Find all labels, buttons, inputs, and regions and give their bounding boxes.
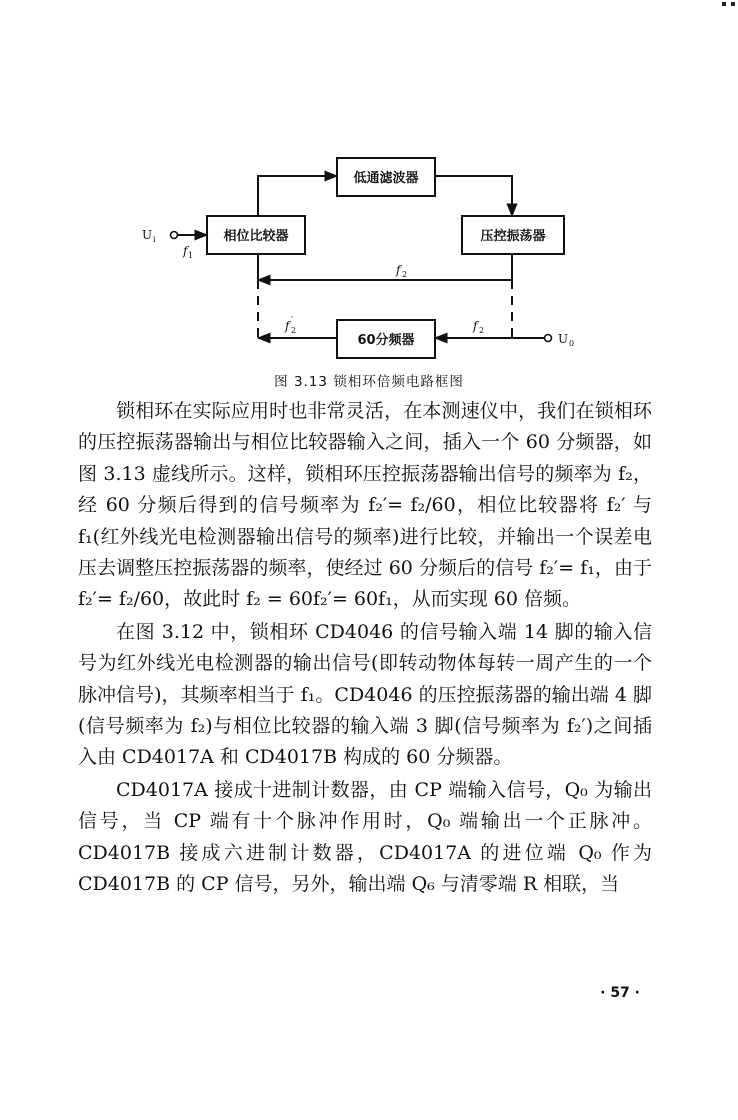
f2-right-label: f bbox=[473, 319, 478, 333]
pll-diagram-svg bbox=[142, 150, 590, 350]
block-label-phase-comparator: 相位比较器 bbox=[223, 229, 289, 244]
f2-top-label: f bbox=[396, 263, 401, 277]
f2p-left-sub: 2 bbox=[291, 326, 297, 335]
figure-caption: 图 3.13 锁相环倍频电路框图 bbox=[274, 374, 464, 390]
block-label-divider: 60分频器 bbox=[357, 333, 415, 348]
output-terminal bbox=[545, 335, 552, 342]
output-u-label: U bbox=[558, 332, 569, 346]
paragraph: 锁相环在实际应用时也非常灵活，在本测速仪中，我们在锁相环的压控振荡器输出与相位比较器输入之间，插入一个 60 分频器，如图 3.13 虚线所示。这样，锁相环压控振荡器输出信号的频率为 f₂，经 60 分频后得到的信号频率为 f₂′= f₂/60，相位比较器将 f₂′ 与 f₁(红外线光电检测器输出信号的频率)进行比较，并输出一个误差电压去调整压控振荡器的频率，使经过 60 分频后的信号 f₂′= f₁，由于 f₂′= f₂/60，故此时 f₂ = 60f₂′= 60f₁，从而实现 60 倍频。 bbox=[78, 400, 652, 611]
page-number: · 57 · bbox=[600, 985, 640, 1001]
f1-sub: 1 bbox=[188, 251, 194, 260]
body-text bbox=[78, 395, 652, 901]
paragraph: 在图 3.12 中，锁相环 CD4046 的信号输入端 14 脚的输入信号为红外线光电检测器的输出信号(即转动物体每转一周产生的一个脉冲信号)，其频率相当于 f₁。CD4046 的压控振荡器的输出端 4 脚(信号频率为 f₂)与相位比较器的输入端 3 脚(信号频率为 f₂′)之间插入由 CD4017A 和 CD4017B 构成的 60 分频器。 bbox=[78, 620, 652, 769]
f2-top-sub: 2 bbox=[402, 270, 408, 279]
f2p-left-label: f bbox=[285, 319, 290, 333]
block-label-low-pass: 低通滤波器 bbox=[353, 171, 419, 186]
f2p-left-sup: ′ bbox=[291, 316, 294, 326]
scan-corner-mark bbox=[720, 0, 738, 18]
f2-right-sub: 2 bbox=[479, 326, 485, 335]
f1-label: f bbox=[183, 244, 188, 258]
input-terminal bbox=[171, 232, 178, 239]
pll-block-diagram bbox=[142, 150, 590, 350]
output-u-sub: 0 bbox=[569, 339, 575, 348]
input-u-sub: i bbox=[153, 235, 156, 244]
block-label-vco: 压控振荡器 bbox=[480, 229, 546, 244]
paragraph: CD4017A 接成十进制计数器，由 CP 端输入信号，Q₀ 为输出信号，当 CP 端有十个脉冲作用时，Q₀ 端输出一个正脉冲。CD4017B 接成六进制计数器，CD4017A 的进位端 Q₀ 作为 CD4017B 的 CP 信号，另外，输出端 Q₆ 与清零端 R 相联，当 bbox=[78, 778, 652, 896]
input-u-label: U bbox=[142, 228, 153, 242]
